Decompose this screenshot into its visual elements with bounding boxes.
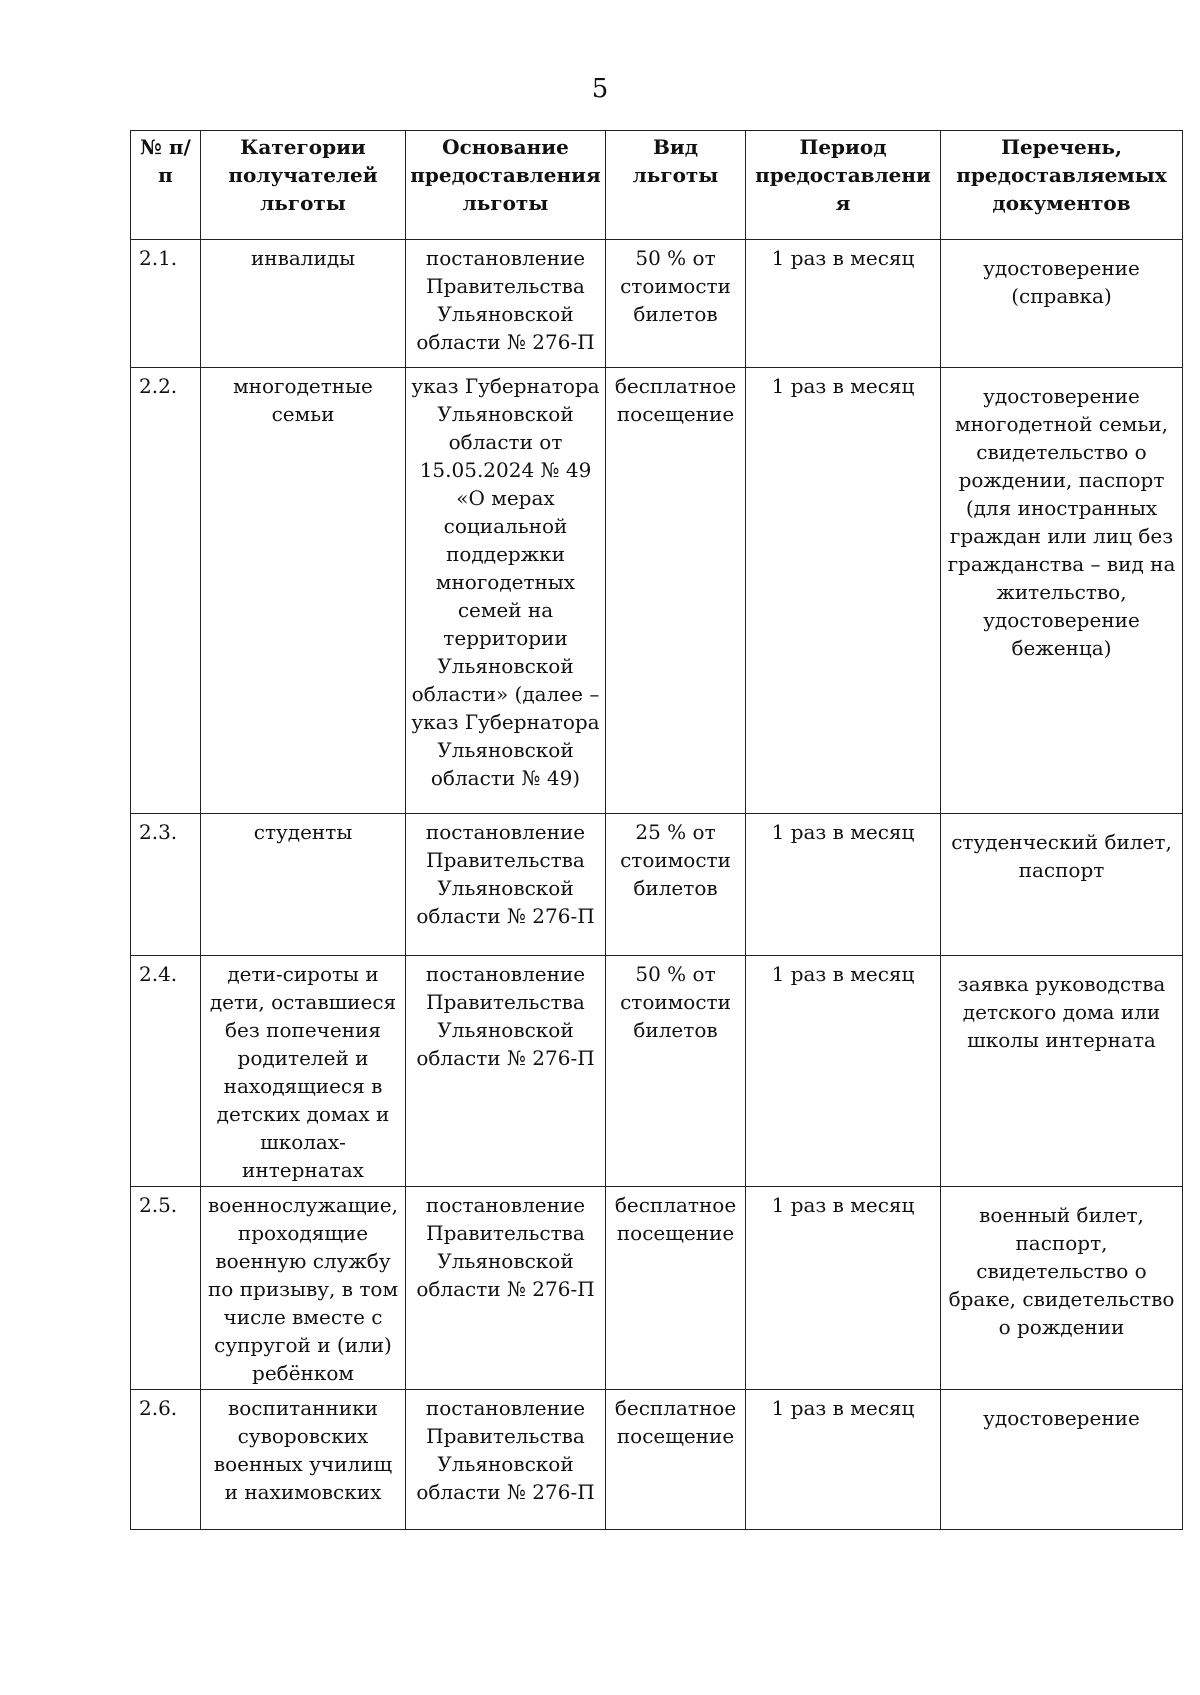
row-basis: постановление Правительства Ульяновской области № 276-П <box>406 814 606 956</box>
row-period: 1 раз в месяц <box>746 1187 941 1390</box>
row-basis: постановление Правительства Ульяновской области № 276-П <box>406 240 606 368</box>
row-documents: заявка руководства детского дома или школы интерната <box>941 956 1183 1187</box>
row-benefit: бесплатное посещение <box>606 1390 746 1530</box>
table-row <box>131 814 1183 956</box>
header-number: № п/п <box>131 131 201 240</box>
row-category: военнослужащие, проходящие военную службу по призыву, в том числе вместе с супругой и (или) ребёнком <box>201 1187 406 1390</box>
row-basis: постановление Правительства Ульяновской области № 276-П <box>406 956 606 1187</box>
row-benefit: бесплатное посещение <box>606 368 746 814</box>
header-period: Период предоставления <box>746 131 941 240</box>
table-row <box>131 1390 1183 1530</box>
row-period: 1 раз в месяц <box>746 956 941 1187</box>
table-row <box>131 368 1183 814</box>
row-category: инвалиды <box>201 240 406 368</box>
row-period: 1 раз в месяц <box>746 368 941 814</box>
row-benefit: 25 % от стоимости билетов <box>606 814 746 956</box>
table-row <box>131 956 1183 1187</box>
row-documents: удостоверение <box>941 1390 1183 1530</box>
row-benefit: 50 % от стоимости билетов <box>606 240 746 368</box>
header-category: Категории получателей льготы <box>201 131 406 240</box>
row-number: 2.6. <box>131 1390 201 1530</box>
page-number: 5 <box>591 74 609 104</box>
row-benefit: 50 % от стоимости билетов <box>606 956 746 1187</box>
row-number: 2.3. <box>131 814 201 956</box>
row-category: студенты <box>201 814 406 956</box>
header-documents: Перечень, предоставляемых документов <box>941 131 1183 240</box>
row-number: 2.2. <box>131 368 201 814</box>
row-documents: военный билет, паспорт, свидетельство о браке, свидетельство о рождении <box>941 1187 1183 1390</box>
row-category: воспитанники суворовских военных училищ и нахимовских <box>201 1390 406 1530</box>
table-header-row <box>131 131 1183 240</box>
benefits-table <box>130 130 1183 1530</box>
row-number: 2.4. <box>131 956 201 1187</box>
table-row <box>131 1187 1183 1390</box>
row-period: 1 раз в месяц <box>746 240 941 368</box>
row-basis: постановление Правительства Ульяновской области № 276-П <box>406 1187 606 1390</box>
header-benefit: Вид льготы <box>606 131 746 240</box>
row-documents: удостоверение многодетной семьи, свидетельство о рождении, паспорт (для иностранных граждан или лиц без гражданства – вид на жительство, удостоверение беженца) <box>941 368 1183 814</box>
row-period: 1 раз в месяц <box>746 1390 941 1530</box>
row-category: дети-сироты и дети, оставшиеся без попечения родителей и находящиеся в детских домах и школах-интернатах <box>201 956 406 1187</box>
row-basis: постановление Правительства Ульяновской области № 276-П <box>406 1390 606 1530</box>
row-documents: удостоверение (справка) <box>941 240 1183 368</box>
row-basis: указ Губернатора Ульяновской области от 15.05.2024 № 49 «О мерах социальной поддержки многодетных семей на территории Ульяновской области» (далее – указ Губернатора Ульяновской области № 49) <box>406 368 606 814</box>
header-basis: Основание предоставления льготы <box>406 131 606 240</box>
row-documents: студенческий билет, паспорт <box>941 814 1183 956</box>
row-category: многодетные семьи <box>201 368 406 814</box>
table-row <box>131 240 1183 368</box>
row-number: 2.5. <box>131 1187 201 1390</box>
row-number: 2.1. <box>131 240 201 368</box>
row-benefit: бесплатное посещение <box>606 1187 746 1390</box>
row-period: 1 раз в месяц <box>746 814 941 956</box>
